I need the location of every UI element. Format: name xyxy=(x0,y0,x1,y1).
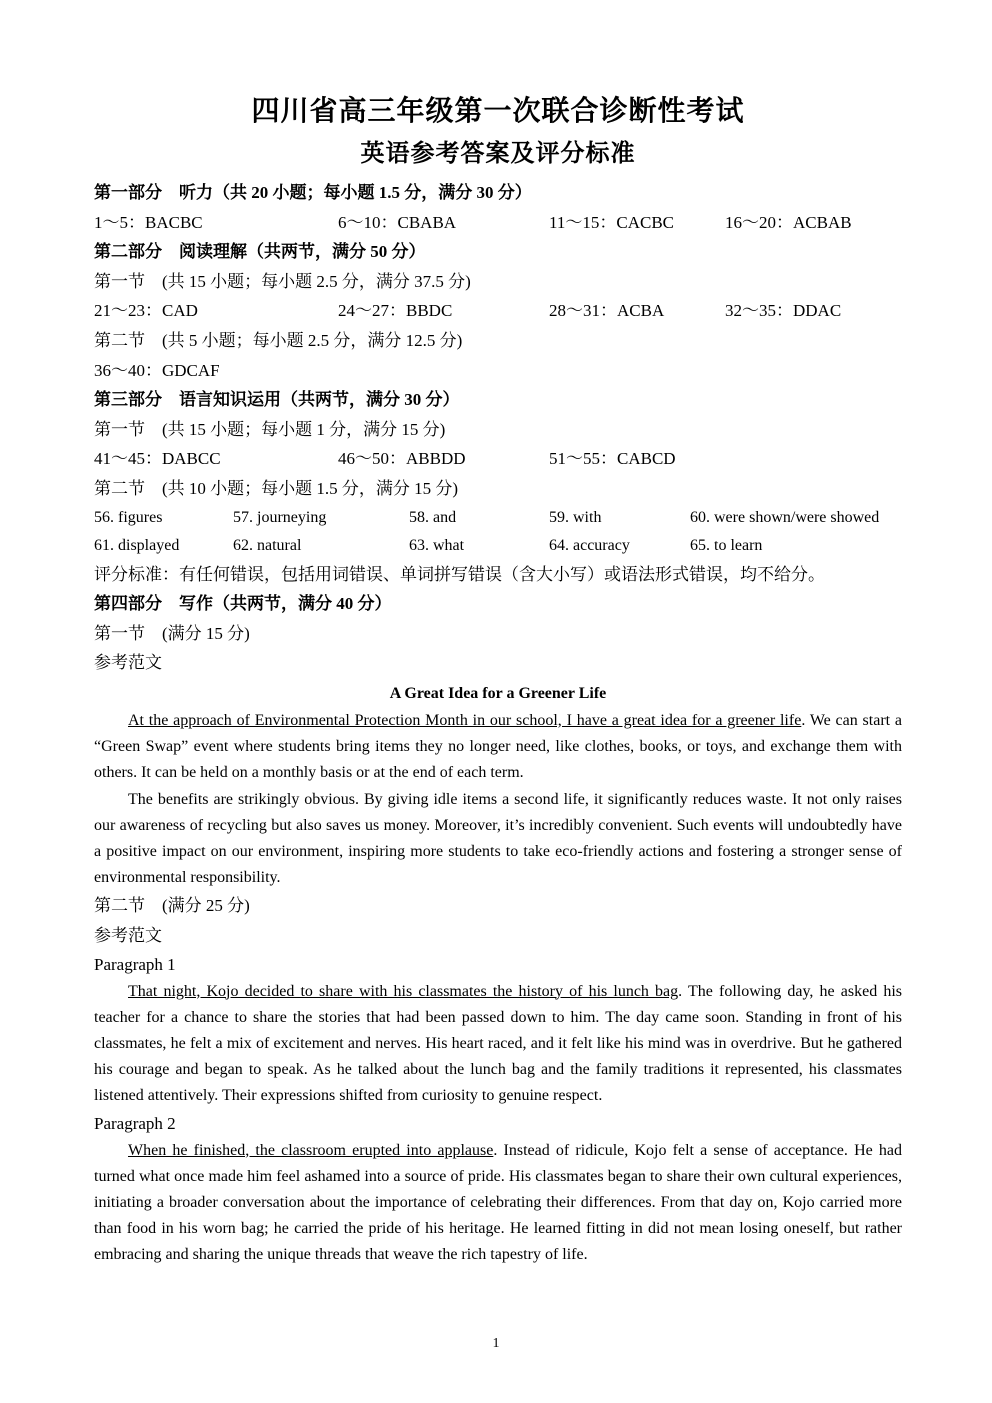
part4-heading: 第四部分 写作（共两节，满分 40 分） xyxy=(94,594,392,614)
essay-paragraph: The benefits are strikingly obvious. By giving idle items a second life, it significantly reduces waste. It not only raises our awareness of recycling but also saves us money. Moreover, it’s incredibly convenient. Such events will undoubtedly have a positive impact on our environment, inspiring more students to take eco-friendly actions and fostering a stronger sense of environmental responsibility. xyxy=(94,790,902,887)
fill-answer: 62. natural xyxy=(233,536,302,554)
part3-heading: 第三部分 语言知识运用（共两节，满分 30 分） xyxy=(94,390,460,410)
part2-section2-heading: 第二节 (共 5 小题；每小题 2.5 分，满分 12.5 分) xyxy=(94,330,463,350)
essay-paragraph xyxy=(94,708,902,787)
answer-group: 1～5：BACBC xyxy=(94,212,203,232)
part3-section1-heading: 第一节 (共 15 小题；每小题 1 分，满分 15 分) xyxy=(94,419,446,439)
fill-answer: 56. figures xyxy=(94,508,163,526)
part1-answers-row xyxy=(94,208,902,238)
fill-answer: 65. to learn xyxy=(690,536,763,554)
paragraph-1-label: Paragraph 1 xyxy=(94,954,176,974)
part2-heading: 第二部分 阅读理解（共两节，满分 50 分） xyxy=(94,242,426,262)
part2-section1-answers-row xyxy=(94,296,902,326)
fill-answers-row-2 xyxy=(94,532,902,560)
paragraph-2-label: Paragraph 2 xyxy=(94,1113,176,1133)
fill-answer: 57. journeying xyxy=(233,508,327,526)
part2-section1-heading: 第一节 (共 15 小题；每小题 2.5 分，满分 37.5 分) xyxy=(94,271,471,291)
answer-group: 28～31：ACBA xyxy=(549,301,665,321)
fill-answer: 59. with xyxy=(549,508,602,526)
part4-section1-heading: 第一节 (满分 15 分) xyxy=(94,623,250,643)
fill-answer: 60. were shown/were showed xyxy=(690,508,880,526)
underlined-topic-sentence: At the approach of Environmental Protection Month in our school, I have a great idea for a greener life xyxy=(128,711,802,729)
answer-sheet-page xyxy=(94,92,902,1269)
answer-group: 51～55：CABCD xyxy=(549,449,676,469)
part3-section1-answers-row xyxy=(94,444,902,474)
answer-group: 24～27：BBDC xyxy=(338,301,453,321)
fill-answer: 63. what xyxy=(409,536,465,554)
answer-group: 21～23：CAD xyxy=(94,301,198,321)
underlined-opening-sentence: When he finished, the classroom erupted into applause xyxy=(128,1141,494,1159)
answer-group: 6～10：CBABA xyxy=(338,212,457,232)
part1-heading: 第一部分 听力（共 20 小题；每小题 1.5 分，满分 30 分） xyxy=(94,183,532,202)
paragraph-text: . The following day, he asked his teacher for a chance to share the stories that had been passed down to him. The day came soon. Standing in front of his classmates, he felt a mix of excitement and nerves. His heart raced, and it felt like his mind was in overdrive. But he gathered his courage and began to speak. As he talked about the lunch bag and the family traditions it represented, his classmates listened attentively. Their expressions shifted from curiosity to genuine respect. xyxy=(94,982,902,1105)
fill-answer: 64. accuracy xyxy=(549,536,630,554)
page-number: 1 xyxy=(492,1336,500,1351)
answer-group: 16～20：ACBAB xyxy=(725,212,852,232)
fill-answer: 61. displayed xyxy=(94,536,180,554)
fill-answers-row-1 xyxy=(94,504,902,532)
paragraph-text: . We can start a “Green Swap” event where students bring items they no longer need, like clothes, books, or toys, and exchange them with others. It can be held on a monthly basis or at the end of each term. xyxy=(94,711,903,782)
answer-group: 32～35：DDAC xyxy=(725,301,842,321)
fill-answer: 58. and xyxy=(409,508,457,526)
story-paragraph-2 xyxy=(94,1138,902,1269)
essay-title: A Great Idea for a Greener Life xyxy=(389,684,607,702)
part2-section2-answers: 36～40：GDCAF xyxy=(94,360,220,380)
answer-group: 11～15：CACBC xyxy=(549,212,675,232)
page-title: 四川省高三年级第一次联合诊断性考试 xyxy=(251,96,745,127)
page-subtitle: 英语参考答案及评分标准 xyxy=(360,141,636,167)
sample-essay-label: 参考范文 xyxy=(94,653,162,673)
answer-group: 46～50：ABBDD xyxy=(338,449,466,469)
story-paragraph-1 xyxy=(94,979,902,1110)
sample-essay-label: 参考范文 xyxy=(94,925,162,945)
scoring-rule: 评分标准：有任何错误，包括用词错误、单词拼写错误（含大小写）或语法形式错误，均不给分。 xyxy=(94,564,825,584)
underlined-opening-sentence: That night, Kojo decided to share with his classmates the history of his lunch bag xyxy=(128,982,679,1000)
part4-section2-heading: 第二节 (满分 25 分) xyxy=(94,896,250,916)
part3-section2-heading: 第二节 (共 10 小题；每小题 1.5 分，满分 15 分) xyxy=(94,478,459,498)
answer-group: 41～45：DABCC xyxy=(94,449,221,469)
paragraph-text: . Instead of ridicule, Kojo felt a sense of acceptance. He had turned what once made him feel ashamed into a source of pride. His classmates began to share their own cultural experiences, initiating a broader conversation about the importance of celebrating their differences. From that day on, Kojo carried more than food in his worn bag; he carried the pride of his heritage. He learned fitting in did not mean losing oneself, but rather embracing and sharing the unique threads that weave the rich tapestry of life. xyxy=(94,1141,903,1264)
